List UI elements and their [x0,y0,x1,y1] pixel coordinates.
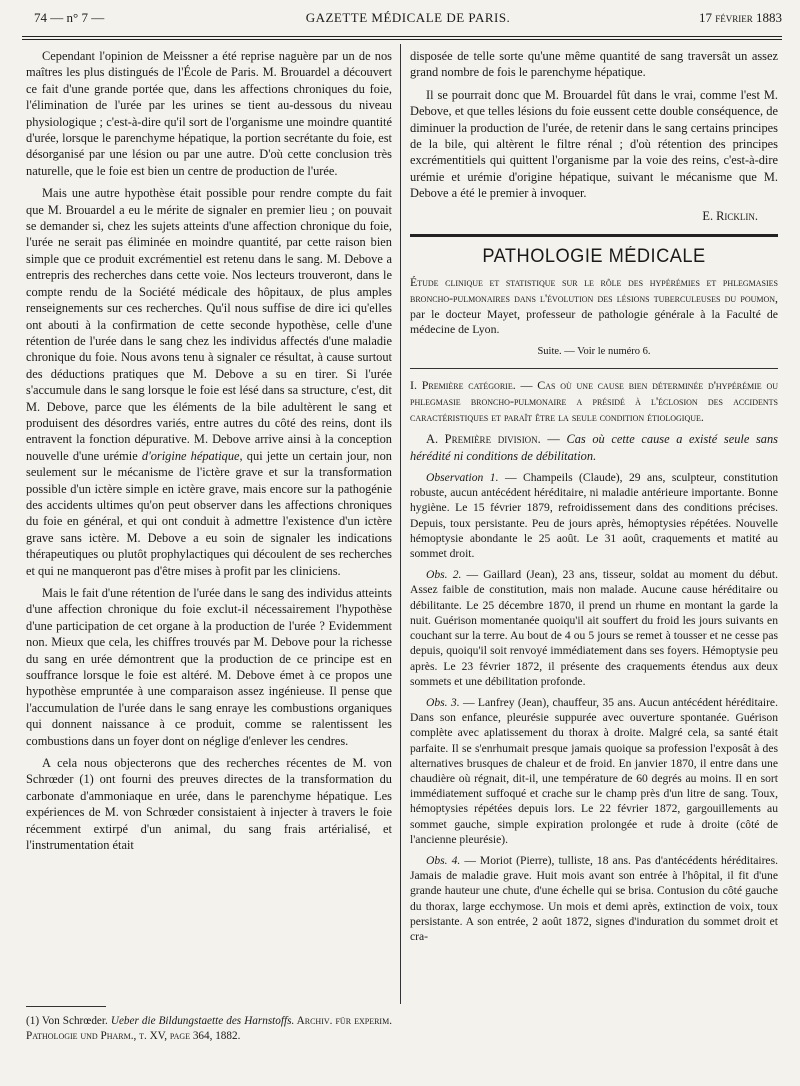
page-number: 74 — n° 7 — [34,10,105,25]
page-header [34,10,782,30]
footnote-rule [26,1006,106,1007]
header-rule [22,36,782,42]
issue-date: 17 février 1883 [698,10,782,25]
left-column [26,48,392,860]
newspaper-page [22,0,782,1086]
author-signature: E. Ricklin. [702,208,758,223]
article-subtitle: Étude clinique et statistique sur le rôle des hypérémies et phlegmasies broncho-pulmonaires dans l'évolution des lésions tuberculeuses du poumon, par le docteur Mayet, professeur de pathologie générale à la Faculté de médecine de Lyon. [410,275,778,337]
section-rule [410,234,778,237]
paragraph: disposée de telle sorte qu'une même quantité de sang traversât un assez grand nombre de fois le parenchyme hépatique. [410,49,778,80]
observation: Observation 1. — Champeils (Claude), 29 ans, sculpteur, constitution robuste, aucun antécédent héréditaire, ni maladie antérieure importante. Bonne hygiène. Le 15 février 1879, refroidissement dans des conditions précises. Depuis, toux persistante. Peu de jours après, hémoptysies répétées. Nouvelle hémoptysie abondante le 25 août. Le 31 août, craquements et matité au sommet droit. [410,471,778,561]
category-heading: I. Première catégorie. — Cas où une cause bien déterminée d'hypérémie ou phlegmasie broncho-pulmonaire a présidé à l'éclosion des accidents caractéristiques et paraît être la seule condition étiologique. [410,378,778,425]
paragraph: Mais une autre hypothèse était possible pour rendre compte du fait que M. Brouardel a eu le mérite de signaler en premier lieu ; on pouvait se demander si, chez les sujets atteints d'une affection chronique du foie, l'urée ne serait pas éliminée en moindre quantité, par cette raison bien simple que ce produit excrémentiel est retenu dans le sang. M. Debove a entrepris des recherches dans cette voie. Nos lecteurs trouveront, dans le compte rendu de la Société médicale des hôpitaux, de plus amples renseignements sur ces recherches. Qu'il nous suffise de dire ici qu'elles ont abouti à la confirmation de cette seconde hypothèse, celle d'une rétention de l'urée dans le sang chez les individus affectés d'une maladie chronique du foie. Nous avons tenu à signaler ce résultat, à cause surtout des déductions pratiques que M. Debove a su en tirer. Si l'urée s'accumule dans le sang lorsque le foie est lésé dans sa structure, c'est, dit M. Debove, parce que les éléments de la bile adultèrent le sang et produisent des désordres variés, entre autres du côté des reins, dont ils entravent la fonction dépurative. M. Debove arrive ainsi à la conception nouvelle d'une urémie d'origine hépatique, qui jette un certain jour, non seulement sur le mécanisme de l'ictère grave et sur la transformation possible d'un ictère simple en ictère grave, mais encore sur la pathogénie des accidents ultimes qu'on peut observer dans les affections chroniques du foie en général, et qui ont conduit à admettre l'existence d'un ictère grave sans ictère. M. Debove a eu soin de signaler les indications thérapeutiques ou plutôt prophylactiques qui découlent de ses recherches et qui ne manqueront pas d'être mises à profit par les cliniciens. [26,186,392,578]
paragraph: Il se pourrait donc que M. Brouardel fût dans le vrai, comme l'est M. Debove, et que telles lésions du foie eussent cette double conséquence, de diminuer la production de l'urée, de retenir dans le sang certains principes de la bile, qui altèrent le filtre rénal ; d'où rétention des principes excrémentitiels qui quittent l'organisme par la voie des reins, c'est-à-dire urémie et urémie d'origine hépatique, suivant le mécanisme que M. Debove a été le premier à invoquer. [410,87,778,201]
section-rule [410,368,778,369]
journal-title: GAZETTE MÉDICALE DE PARIS. [305,10,511,25]
footnote: (1) Von Schrœder. Ueber die Bildungstaette des Harnstoffs. Archiv. für experim. Pathologie und Pharm., t. XV, page 364, 1882. [26,1015,393,1042]
right-column [410,48,778,950]
continuation-note: Suite. — Voir le numéro 6. [537,345,651,357]
paragraph: Mais le fait d'une rétention de l'urée dans le sang des individus atteints d'une affection chronique du foie exclut-il nécessairement l'hypothèse d'une participation de cet organe à la production de l'urée ? Evidemment non. Mieux que cela, les chiffres trouvés par M. Debove pour la richesse du sang en urée démontrent que la production de ce principe est en souffrance lorsque le foie est altéré. M. Debove émet à ce propos une hypothèse empruntée à une comparaison assez ingénieuse. Il pense que l'accumulation de l'urée dans le sang enraye les combustions organiques qui donnent naissance à ce produit, comme se ralentissent les combustions dans un foyer dont on néglige d'enlever les cendres. [26,586,392,748]
observation: Obs. 2. — Gaillard (Jean), 23 ans, tisseur, soldat au moment du début. Assez faible de constitution, mais non malade. Aucune cause héréditaire ou débilitante. Le 25 décembre 1870, il prend un rhume en montant la garde la nuit. Guérison momentanée quoiqu'il ait souffert du froid les jours suivants en couchant sur la terre. Au bout de 4 ou 5 jours se remet à tousser et ne cesse pas depuis, quoiqu'il soit renvoyé immédiatement dans ses foyers. Hémoptysie peu après. Le 23 février 1872, il présente des craquements étendus aux deux sommets et une débilitation profonde. [410,568,778,688]
column-divider [400,44,401,1004]
paragraph: Cependant l'opinion de Meissner a été reprise naguère par un de nos maîtres les plus distingués de l'École de Paris. M. Brouardel a découvert ce fait d'une grande portée que, dans les affections chroniques du foie, l'élimination de l'urée par les urines se tient au-dessous du niveau physiologique ; c'est-à-dire qu'il sort de l'organisme une moindre quantité d'urée, lorsque le parenchyme hépatique, la portion secrétante du foie, est désorganisé par une lésion ou par une autre. D'où cette conclusion très naturelle, que le foie est bien un centre de production de l'urée. [26,49,392,178]
division-heading: A. Première division. — Cas où cette cause a existé seule sans hérédité ni conditions de débilitation. [410,432,778,463]
paragraph: A cela nous objecterons que des recherches récentes de M. von Schrœder (1) ont fourni des preuves directes de la transformation du carbonate d'ammoniaque en urée, dans le parenchyme hépatique. Les expériences de M. von Schrœder consistaient à injecter à travers le foie récemment extirpé d'un animal, du sang frais artérialisé, et l'instrumentation était [26,756,392,853]
section-title: PATHOLOGIE MÉDICALE [482,246,706,268]
observation: Obs. 3. — Lanfrey (Jean), chauffeur, 35 ans. Aucun antécédent héréditaire. Dans son enfance, pleurésie suppurée avec ouverture spontanée. Guérison complète avec aplatissement du thorax à droite. Malgré cela, sa santé était parfaite. Il se s'enrhumait presque jamais quoique sa profession l'exposât à des alternatives brusques de chaleur et de froid. En janvier 1870, il entre dans une chaudière où régnait, dit-il, une température de 60 degrés au moins. Il en sort immédiatement suffoqué et crache sur le champ près d'un litre de sang. Toux, hémoptysies répétées depuis lors. Le 22 février 1872, gargouillements au sommet gauche, simple expiration prolongée et rude à droite (côté de l'ancienne pleurésie). [410,695,778,846]
observation: Obs. 4. — Moriot (Pierre), tulliste, 18 ans. Pas d'antécédents héréditaires. Jamais de maladie grave. Huit mois avant son entrée à l'hôpital, il fit d'une grande hauteur une chute, d'une échelle qui se brisa. Contusion du côté gauche du thorax, large ecchymose. Un mois et demi après, extinction de voix, toux persistante. A son entrée, 2 août 1872, signes d'induration du sommet droit et cra- [410,853,778,943]
